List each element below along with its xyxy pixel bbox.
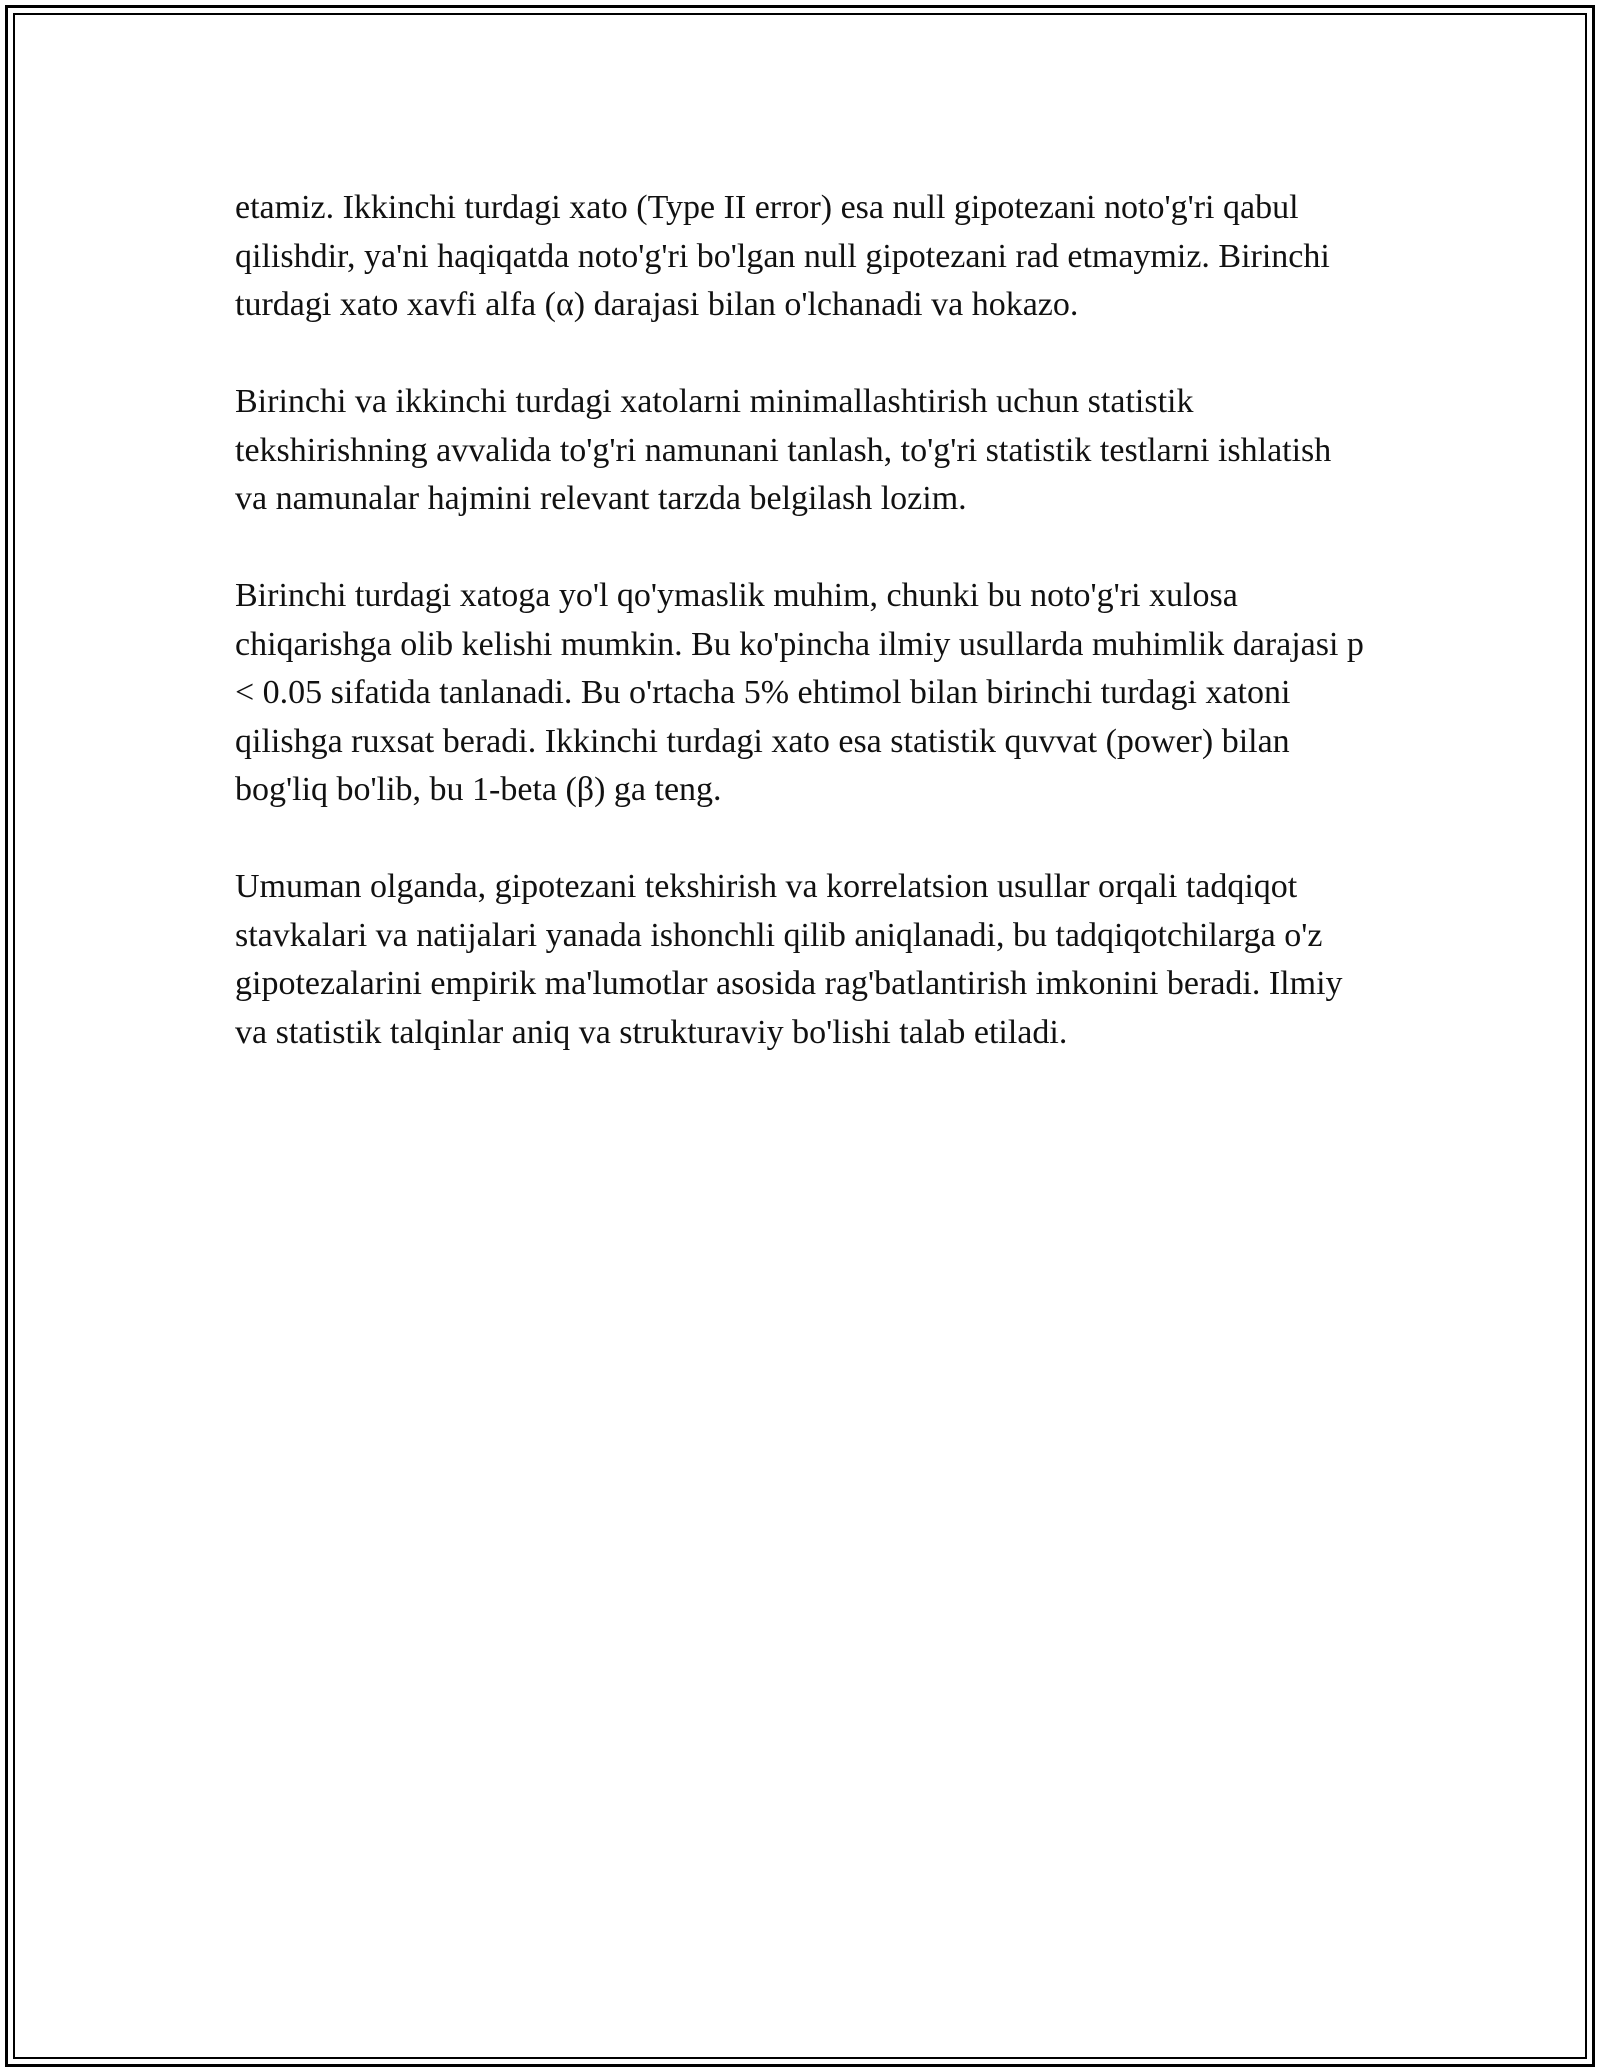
paragraph-type-ii-error: etamiz. Ikkinchi turdagi xato (Type II error) esa null gipotezani noto'g'ri qabul qilishdir, ya'ni haqiqatda noto'g'ri bo'lgan null gipotezani rad etmaymiz. Birinchi turdagi xato xavfi alfa (α) darajasi bilan o'lchanadi va hokazo. bbox=[235, 189, 1330, 323]
paragraph-significance-level: Birinchi turdagi xatoga yo'l qo'ymaslik muhim, chunki bu noto'g'ri xulosa chiqarishga olib kelishi mumkin. Bu ko'pincha ilmiy usullarda muhimlik darajasi p < 0.05 sifatida tanlanadi. Bu o'rtacha 5% ehtimol bilan birinchi turdagi xatoni qilishga ruxsat beradi. Ikkinchi turdagi xato esa statistik quvvat (power) bilan bog'liq bo'lib, bu 1-beta (β) ga teng. bbox=[235, 577, 1364, 808]
document-body bbox=[235, 184, 1365, 1106]
paragraph-conclusion: Umuman olganda, gipotezani tekshirish va korrelatsion usullar orqali tadqiqot stavkalari va natijalari yanada ishonchli qilib aniqlanadi, bu tadqiqotchilarga o'z gipotezalarini empirik ma'lumotlar asosida rag'batlantirish imkonini beradi. Ilmiy va statistik talqinlar aniq va strukturaviy bo'lishi talab etiladi. bbox=[235, 868, 1343, 1051]
paragraph-minimizing-errors: Birinchi va ikkinchi turdagi xatolarni minimallashtirish uchun statistik tekshirishning avvalida to'g'ri namunani tanlash, to'g'ri statistik testlarni ishlatish va namunalar hajmini relevant tarzda belgilash lozim. bbox=[235, 383, 1332, 517]
